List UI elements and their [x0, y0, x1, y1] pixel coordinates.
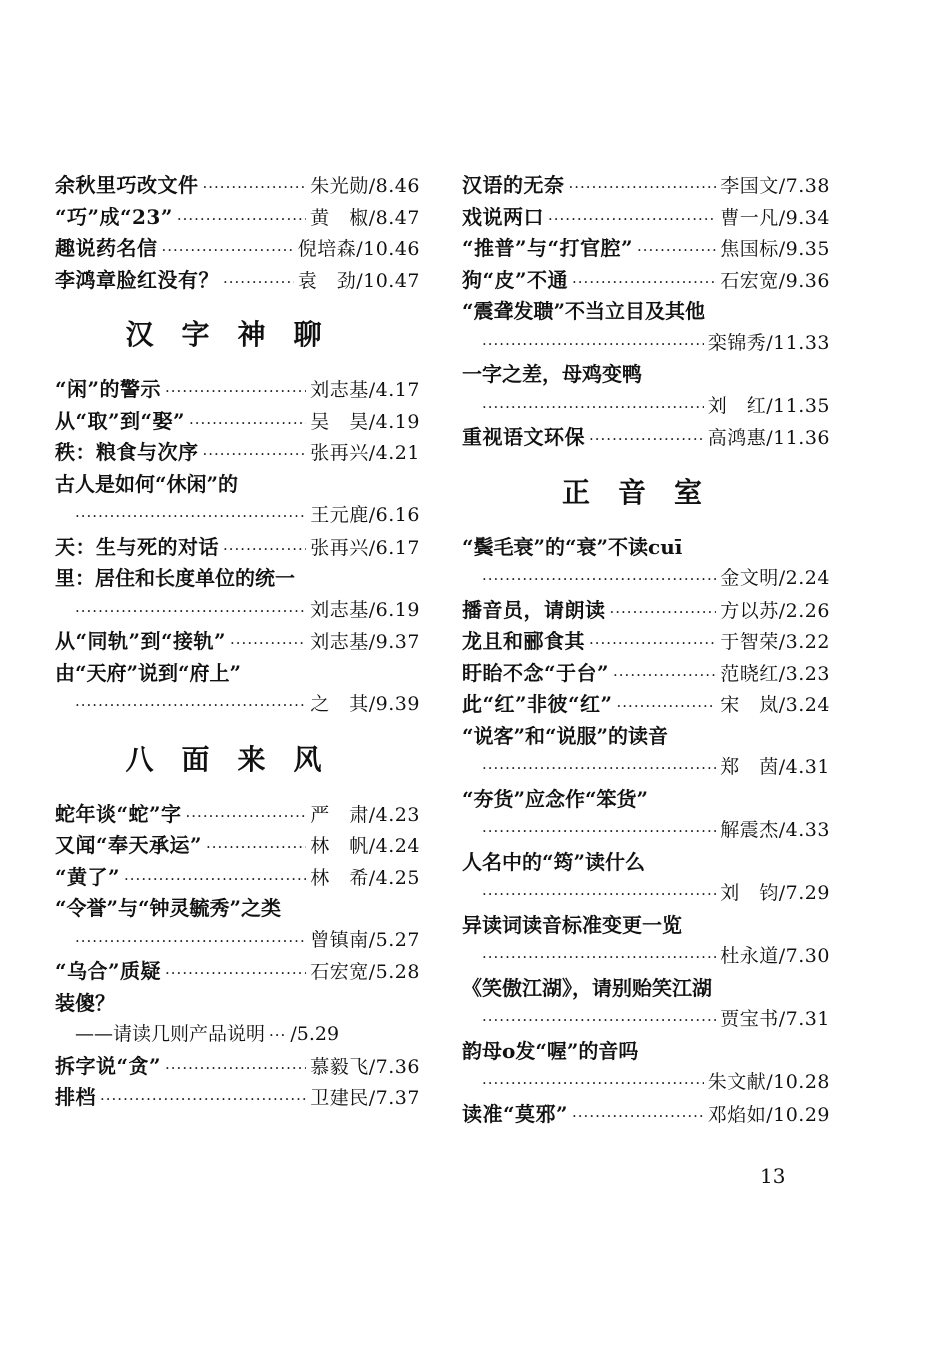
toc-entry-title: 《笑傲江湖》，请别贻笑江湖	[462, 975, 712, 1000]
leader-dots	[189, 408, 306, 440]
toc-entry-author-page: /5.29	[290, 1023, 340, 1045]
toc-entry-title: 一字之差，母鸡变鸭	[462, 362, 642, 386]
left-column	[55, 170, 420, 1114]
toc-entry-title: “说客”和“说服”的读音	[462, 723, 669, 748]
toc-entry-author-page: 朱文献/10.28	[707, 1071, 830, 1093]
toc-entry	[55, 799, 420, 831]
leader-dots	[482, 392, 704, 424]
toc-entry-author-page: 高鸿惠/11.36	[707, 427, 830, 449]
toc-entry-author-page: 严 肃/4.23	[310, 803, 420, 826]
leader-dots	[572, 267, 716, 299]
toc-entry-title: 播音员，请朗读	[462, 597, 606, 622]
toc-entry-continuation	[462, 563, 830, 595]
toc-entry	[55, 862, 420, 894]
toc-entry-author-page: 慕毅飞/7.36	[310, 1055, 420, 1078]
leader-dots	[482, 329, 704, 361]
toc-entry-title: 异读词读音标准变更一览	[462, 912, 682, 937]
toc-entry	[55, 170, 420, 202]
toc-entry-author-page: 袁 劲/10.47	[297, 269, 420, 292]
section-title-hanzi-shenliao: 汉字神聊	[125, 318, 350, 351]
toc-entry-continuation	[462, 328, 830, 360]
leader-dots	[177, 204, 306, 236]
toc-entry-author-page: 曾镇南/5.27	[310, 928, 420, 951]
leader-dots	[223, 534, 306, 566]
toc-entry-author-page: 方以苏/2.26	[720, 599, 830, 622]
toc-entry-title: 里：居住和长度单位的统一	[55, 566, 295, 590]
toc-entry-title: “推普”与“打官腔”	[462, 236, 634, 260]
toc-entry-author-page: 刘 红/11.35	[707, 394, 830, 417]
toc-entry-title: 此“红”非彼“红”	[462, 692, 613, 716]
toc-entry-title: 余秋里巧改文件	[55, 173, 199, 197]
leader-dots	[230, 628, 306, 660]
leader-dots	[75, 926, 306, 958]
toc-entry-title: 从“同轨”到“接轨”	[55, 629, 227, 653]
toc-entry-author-page: 于智荣/3.22	[720, 631, 830, 653]
toc-entry-title: 趣说药名信	[55, 236, 158, 260]
toc-entry-title: 装傻？	[55, 990, 115, 1015]
toc-entry-author-page: 杜永道/7.30	[720, 945, 830, 967]
toc-entry-author-page: 刘志基/6.19	[310, 598, 420, 621]
toc-entry-author-page: 刘 钧/7.29	[720, 882, 830, 904]
leader-dots	[482, 564, 716, 596]
toc-entry	[462, 626, 830, 658]
toc-entry-author-page: 张再兴/4.21	[310, 442, 420, 464]
toc-entry-title: “鬓毛衰”的“衰”不读cuī	[462, 534, 683, 559]
toc-entry-continuation	[462, 391, 830, 423]
leader-dots	[637, 235, 716, 267]
leader-dots	[206, 832, 306, 864]
toc-entry	[462, 233, 830, 265]
toc-entry-author-page: 朱光勋/8.46	[310, 175, 420, 197]
leader-dots	[203, 172, 307, 204]
toc-entry-title: 李鸿章脸红没有？	[55, 267, 219, 292]
toc-entry-author-page: 张再兴/6.17	[310, 536, 420, 559]
toc-entry-author-page: 黄 椒/8.47	[310, 206, 420, 229]
toc-entry-title: 人名中的“筠”读什么	[462, 849, 646, 874]
page-number: 13	[760, 1164, 786, 1188]
leader-dots	[482, 816, 716, 848]
toc-entry-author-page: 倪培森/10.46	[297, 238, 420, 260]
section-title-bamian-laifeng: 八面来风	[125, 742, 350, 776]
leader-dots	[482, 1068, 704, 1100]
toc-entry-title: 重视语文环保	[462, 425, 585, 449]
leader-dots	[482, 942, 716, 974]
toc-entry-author-page: 王元鹿/6.16	[310, 504, 420, 526]
toc-entry-author-page: 邓焰如/10.29	[707, 1103, 830, 1126]
toc-entry-continuation	[462, 752, 830, 784]
leader-dots	[203, 439, 307, 471]
toc-entry-title: 由“天府”说到“府上”	[55, 660, 242, 685]
toc-entry-author-page: 李国文/7.38	[720, 175, 830, 197]
toc-entry-title: 汉语的无奈	[462, 173, 565, 197]
toc-entry	[55, 532, 420, 564]
toc-entry-author-page: 栾锦秀/11.33	[707, 331, 830, 354]
toc-entry-author-page: 贾宝书/7.31	[720, 1008, 830, 1030]
leader-dots	[223, 267, 294, 299]
leader-dots	[610, 597, 717, 629]
toc-entry-continuation	[462, 815, 830, 847]
toc-entry-author-page: 宋 岚/3.24	[720, 694, 830, 716]
toc-entry-title: “巧”成“23”	[55, 204, 173, 229]
toc-entry	[462, 170, 830, 202]
toc-entry-title: 盱眙不念“于台”	[462, 660, 610, 685]
leader-dots	[613, 660, 716, 692]
toc-entry	[55, 202, 420, 234]
toc-entry-title: 从“取”到“娶”	[55, 408, 186, 433]
toc-entry-author-page: 范晓红/3.23	[720, 662, 830, 685]
toc-entry-title: 韵母o发“喔”的音吗	[462, 1038, 639, 1063]
toc-entry-title: 古人是如何“休闲”的	[55, 471, 239, 496]
toc-entry-title: “令誉”与“钟灵毓秀”之类	[55, 896, 282, 920]
toc-entry	[55, 265, 420, 297]
toc-entry-author-page: 石宏宽/9.36	[720, 269, 830, 292]
leader-dots	[482, 753, 716, 785]
leader-dots: ···	[269, 1026, 287, 1044]
right-column	[462, 170, 830, 1130]
toc-entry-author-page: 石宏宽/5.28	[310, 961, 420, 983]
toc-entry-author-page: 卫建民/7.37	[310, 1087, 420, 1109]
toc-entry-title: “乌合”质疑	[55, 959, 162, 983]
toc-entry-author-page: 吴 昊/4.19	[310, 410, 420, 433]
toc-entry	[462, 595, 830, 627]
toc-entry-title: “震聋发聩”不当立目及其他	[462, 299, 706, 323]
leader-dots	[617, 691, 717, 723]
toc-entry	[462, 658, 830, 690]
leader-dots	[589, 628, 716, 660]
section-title-zhengyin-shi: 正音室	[561, 475, 730, 509]
leader-dots	[75, 596, 306, 628]
leader-dots	[186, 801, 307, 833]
toc-entry	[55, 626, 420, 658]
toc-entry-title: 排档	[55, 1085, 96, 1109]
toc-entry-author-page: 曹一凡/9.34	[720, 206, 830, 229]
toc-entry-continuation	[55, 500, 420, 532]
toc-entry-continuation	[462, 1067, 830, 1099]
toc-entry-continuation	[55, 1019, 420, 1051]
leader-dots	[482, 1005, 716, 1037]
toc-entry	[462, 202, 830, 234]
toc-entry-title: 狗“皮”不通	[462, 267, 569, 292]
toc-entry-author-page: 焦国标/9.35	[720, 238, 830, 260]
leader-dots	[569, 172, 717, 204]
toc-entry-title: “闲”的警示	[55, 377, 162, 401]
toc-entry	[55, 1082, 420, 1114]
toc-entry-author-page: 林 帆/4.24	[310, 835, 420, 857]
toc-entry	[55, 233, 420, 265]
leader-dots	[572, 1101, 704, 1133]
leader-dots	[589, 424, 704, 456]
leader-dots	[124, 864, 306, 896]
leader-dots	[548, 204, 716, 236]
toc-entry	[55, 437, 420, 469]
leader-dots	[165, 376, 306, 408]
toc-entry-title: 天：生与死的对话	[55, 534, 219, 559]
toc-entry	[462, 422, 830, 454]
leader-dots	[100, 1084, 306, 1116]
toc-entry-title: 龙且和郦食其	[462, 629, 585, 653]
toc-entry-subtitle: ——请读几则产品说明	[75, 1023, 266, 1045]
toc-entry-author-page: 金文明/2.24	[720, 567, 830, 589]
toc-entry-title: 戏说两口	[462, 204, 544, 229]
toc-entry-title: 又闻“奉天承运”	[55, 833, 203, 857]
toc-entry	[55, 830, 420, 862]
toc-entry	[55, 374, 420, 406]
toc-entry-title: 读准“莫邪”	[462, 1101, 569, 1126]
toc-entry	[462, 689, 830, 721]
toc-entry	[462, 265, 830, 297]
toc-entry	[462, 1099, 830, 1131]
toc-entry-continuation	[462, 941, 830, 973]
toc-entry-author-page: 林 希/4.25	[310, 866, 420, 889]
toc-entry-title: 蛇年谈“蛇”字	[55, 801, 182, 826]
leader-dots	[165, 1053, 306, 1085]
toc-entry	[55, 406, 420, 438]
leader-dots	[75, 501, 306, 533]
toc-entry-continuation	[462, 878, 830, 910]
toc-entry-author-page: 之 其/9.39	[310, 693, 420, 715]
leader-dots	[162, 235, 294, 267]
toc-entry-continuation	[55, 595, 420, 627]
leader-dots	[165, 958, 306, 990]
toc-entry-author-page: 郑 茵/4.31	[720, 756, 830, 778]
toc-entry-continuation	[462, 1004, 830, 1036]
toc-entry-title: “夯货”应念作“笨货”	[462, 786, 649, 811]
toc-entry-author-page: 解震杰/4.33	[720, 819, 830, 841]
toc-entry-title: 拆字说“贪”	[55, 1053, 162, 1078]
toc-entry-continuation	[55, 925, 420, 957]
leader-dots	[75, 690, 306, 722]
toc-entry	[55, 956, 420, 988]
leader-dots	[482, 879, 716, 911]
toc-entry-author-page: 刘志基/9.37	[310, 631, 420, 653]
toc-entry	[55, 1051, 420, 1083]
toc-entry-author-page: 刘志基/4.17	[310, 379, 420, 401]
toc-entry-title: “黄了”	[55, 864, 121, 889]
toc-entry-continuation	[55, 689, 420, 721]
toc-entry-title: 秩：粮食与次序	[55, 440, 199, 464]
